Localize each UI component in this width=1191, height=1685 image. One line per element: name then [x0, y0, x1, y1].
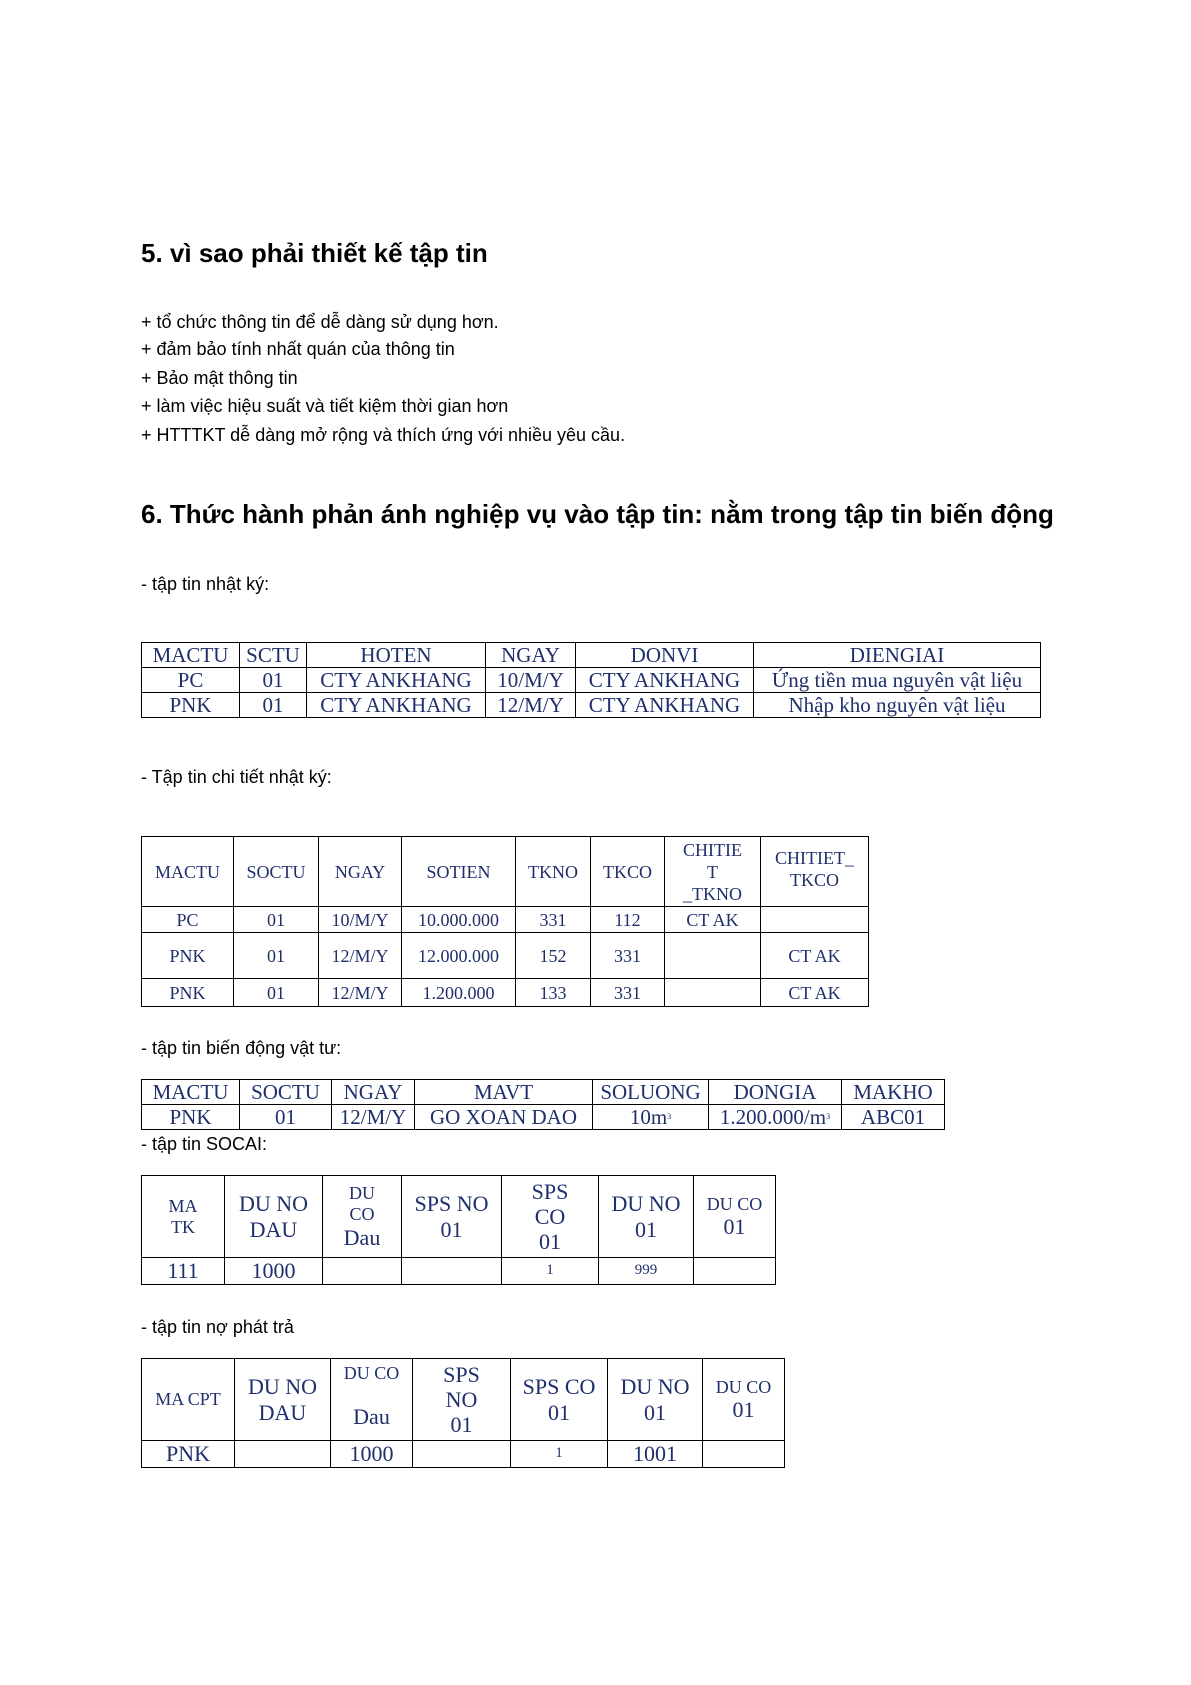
header-cell: DONVI — [576, 643, 754, 668]
header-line: TKCO — [790, 870, 839, 890]
section-6-title: 6. Thức hành phản ánh nghiệp vụ vào tập tin: nằm trong tập tin biến động — [141, 499, 1054, 529]
table-cell: 01 — [234, 933, 319, 979]
table-cell — [413, 1441, 511, 1468]
header-line: 01 — [450, 1412, 473, 1438]
table-cell: 1000 — [331, 1441, 413, 1468]
header-cell: MAVT — [415, 1080, 593, 1105]
table-cell: 01 — [240, 1105, 332, 1130]
nophaitra-label: - tập tin nợ phát trả — [141, 1317, 294, 1337]
table-cell — [709, 1105, 842, 1130]
header-cell: DONGIA — [709, 1080, 842, 1105]
header-cell: MAKHO — [842, 1080, 945, 1105]
header-cell: MACTU — [142, 643, 240, 668]
table-cell: CT AK — [761, 979, 869, 1007]
socai-label: - tập tin SOCAI: — [141, 1134, 268, 1154]
chitiet-table — [141, 836, 869, 1007]
table-cell: 999 — [599, 1258, 694, 1285]
header-cell — [511, 1359, 608, 1441]
header-line: DU NO — [238, 1191, 309, 1217]
table-cell: CTY ANKHANG — [307, 693, 486, 718]
header-line: T — [707, 861, 718, 882]
header-cell-chitiet-tkno — [665, 837, 761, 907]
table-row — [142, 907, 869, 933]
table-header-row — [142, 1176, 776, 1258]
socai-table — [141, 1175, 776, 1285]
header-line: DU NO — [247, 1374, 318, 1400]
header-line: _TKNO — [683, 883, 742, 904]
table-cell: 133 — [516, 979, 591, 1007]
superscript: 3 — [826, 1112, 831, 1121]
table-cell: 112 — [591, 907, 665, 933]
table-row — [142, 1258, 776, 1285]
header-line: CHITIE — [683, 839, 742, 860]
nophaitra-table — [141, 1358, 785, 1468]
header-line: Dau — [353, 1403, 390, 1429]
header-cell — [694, 1176, 776, 1258]
table-cell — [402, 1258, 502, 1285]
header-line: 01 — [539, 1229, 561, 1255]
header-line: DU CO — [343, 1363, 400, 1383]
table-cell: ABC01 — [842, 1105, 945, 1130]
header-line: SPS NO — [414, 1191, 489, 1217]
table-cell: 12/M/Y — [319, 979, 402, 1007]
header-line: SPS CO — [522, 1374, 596, 1400]
header-cell — [608, 1359, 703, 1441]
header-cell: TKCO — [591, 837, 665, 907]
header-cell — [413, 1359, 511, 1441]
header-cell — [599, 1176, 694, 1258]
table-cell: CTY ANKHANG — [576, 693, 754, 718]
header-line: 01 — [732, 1397, 755, 1423]
header-cell: NGAY — [486, 643, 576, 668]
table-cell: Ứng tiền mua nguyên vật liệu — [754, 668, 1041, 693]
header-cell: NGAY — [319, 837, 402, 907]
table-cell: PNK — [142, 1441, 235, 1468]
table-row — [142, 1105, 945, 1130]
header-cell: MA CPT — [142, 1359, 235, 1441]
header-line: CO — [349, 1203, 375, 1224]
header-line: DAU — [258, 1399, 307, 1425]
nhatky-label: - tập tin nhật ký: — [141, 574, 270, 594]
header-cell: HOTEN — [307, 643, 486, 668]
section-5-bullet: + làm việc hiệu suất và tiết kiệm thời gian hơn — [141, 396, 509, 416]
header-line: 01 — [548, 1399, 570, 1425]
table-header-row — [142, 837, 869, 907]
header-line: DU CO — [706, 1193, 763, 1214]
table-cell: 12.000.000 — [402, 933, 516, 979]
vattu-label: - tập tin biến động vật tư: — [141, 1038, 342, 1058]
table-cell: 10/M/Y — [319, 907, 402, 933]
header-cell — [225, 1176, 323, 1258]
table-cell: PNK — [142, 1105, 240, 1130]
header-line: DU CO — [715, 1376, 772, 1397]
table-cell: PC — [142, 907, 234, 933]
table-cell: CT AK — [761, 933, 869, 979]
table-cell: PNK — [142, 979, 234, 1007]
table-cell: 152 — [516, 933, 591, 979]
table-row — [142, 979, 869, 1007]
header-line: Dau — [343, 1224, 381, 1250]
section-5-bullet: + tổ chức thông tin để dễ dàng sử dụng hơn. — [141, 312, 499, 332]
table-cell: PC — [142, 668, 240, 693]
table-cell: PNK — [142, 693, 240, 718]
header-line: 01 — [635, 1216, 657, 1242]
table-cell: CTY ANKHANG — [307, 668, 486, 693]
table-cell: 01 — [234, 979, 319, 1007]
table-cell — [593, 1105, 709, 1130]
header-cell: SOLUONG — [593, 1080, 709, 1105]
table-cell: 1.200.000 — [402, 979, 516, 1007]
header-cell: DIENGIAI — [754, 643, 1041, 668]
header-cell: SOCTU — [234, 837, 319, 907]
table-cell: 331 — [591, 979, 665, 1007]
table-cell: 1 — [502, 1258, 599, 1285]
table-cell — [703, 1441, 785, 1468]
table-cell: 10/M/Y — [486, 668, 576, 693]
header-line: MA — [168, 1195, 198, 1216]
table-cell: 01 — [240, 668, 307, 693]
table-cell: Nhập kho nguyên vật liệu — [754, 693, 1041, 718]
table-cell: 01 — [240, 693, 307, 718]
table-cell: CTY ANKHANG — [576, 668, 754, 693]
table-header-row — [142, 643, 1041, 668]
header-cell: SCTU — [240, 643, 307, 668]
header-cell — [502, 1176, 599, 1258]
section-5-title: 5. vì sao phải thiết kế tập tin — [141, 238, 488, 268]
vattu-table — [141, 1079, 945, 1130]
table-cell: 12/M/Y — [332, 1105, 415, 1130]
header-cell: MACTU — [142, 1080, 240, 1105]
header-line: DU NO — [611, 1191, 681, 1217]
nhatky-table — [141, 642, 1041, 718]
table-cell — [323, 1258, 402, 1285]
table-cell: 111 — [142, 1258, 225, 1285]
table-cell: 1000 — [225, 1258, 323, 1285]
header-cell — [235, 1359, 331, 1441]
header-line: CO — [534, 1203, 566, 1229]
table-cell — [235, 1441, 331, 1468]
superscript: 3 — [667, 1112, 672, 1121]
header-line: TK — [171, 1216, 195, 1237]
header-line: 01 — [723, 1214, 746, 1240]
table-cell: CT AK — [665, 907, 761, 933]
table-cell: PNK — [142, 933, 234, 979]
header-cell — [402, 1176, 502, 1258]
table-cell: 12/M/Y — [486, 693, 576, 718]
table-header-row — [142, 1359, 785, 1441]
table-row — [142, 933, 869, 979]
table-cell — [761, 907, 869, 933]
header-cell-chitiet-tkco — [761, 837, 869, 907]
table-cell — [665, 979, 761, 1007]
header-line: NO — [445, 1386, 478, 1412]
table-cell: 331 — [516, 907, 591, 933]
header-cell — [331, 1359, 413, 1441]
table-cell: 01 — [234, 907, 319, 933]
header-line: 01 — [440, 1216, 463, 1242]
table-cell: 1 — [511, 1441, 608, 1468]
table-cell: 12/M/Y — [319, 933, 402, 979]
header-cell: TKNO — [516, 837, 591, 907]
cell-value: 1.200.000/m — [719, 1105, 827, 1129]
header-line: CHITIET_ — [775, 848, 854, 868]
table-row — [142, 1441, 785, 1468]
table-cell — [694, 1258, 776, 1285]
header-line: SPS — [531, 1178, 569, 1204]
header-line: 01 — [644, 1399, 666, 1425]
table-cell — [665, 933, 761, 979]
header-line: DU — [349, 1183, 375, 1204]
header-cell — [703, 1359, 785, 1441]
header-cell — [323, 1176, 402, 1258]
table-header-row — [142, 1080, 945, 1105]
cell-value: 10m — [629, 1105, 668, 1129]
header-cell: SOTIEN — [402, 837, 516, 907]
header-cell: NGAY — [332, 1080, 415, 1105]
chitiet-label: - Tập tin chi tiết nhật ký: — [141, 767, 332, 787]
section-5-bullet: + đảm bảo tính nhất quán của thông tin — [141, 339, 455, 359]
header-cell: SOCTU — [240, 1080, 332, 1105]
header-line: DU NO — [620, 1374, 690, 1400]
header-cell: MACTU — [142, 837, 234, 907]
table-cell: GO XOAN DAO — [415, 1105, 593, 1130]
table-row — [142, 668, 1041, 693]
table-cell: 1001 — [608, 1441, 703, 1468]
section-5-bullet: + HTTTKT dễ dàng mở rộng và thích ứng với nhiều yêu cầu. — [141, 425, 626, 445]
table-cell: 10.000.000 — [402, 907, 516, 933]
table-row — [142, 693, 1041, 718]
header-line: DAU — [249, 1216, 298, 1242]
header-line: SPS — [443, 1361, 480, 1387]
section-5-bullet: + Bảo mật thông tin — [141, 368, 298, 388]
header-cell — [142, 1176, 225, 1258]
table-cell: 331 — [591, 933, 665, 979]
